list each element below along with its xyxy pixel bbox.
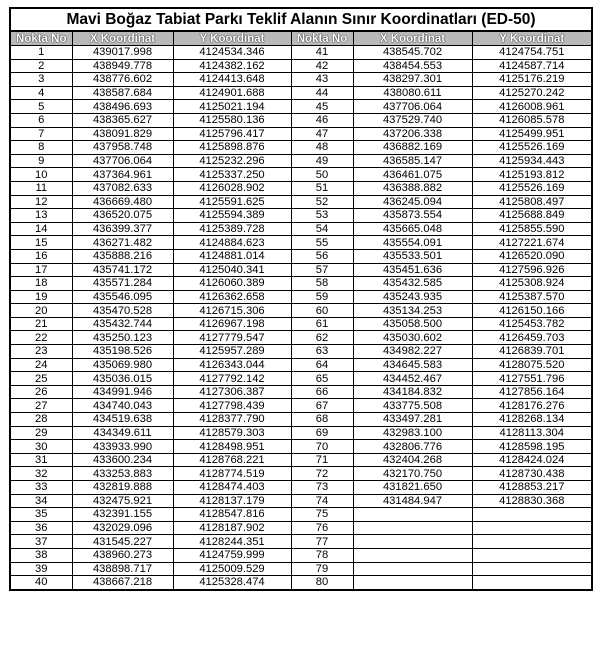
cell-y-koordinat: 4127551.796 <box>472 372 592 386</box>
cell-x-koordinat: 435741.172 <box>72 263 173 277</box>
cell-x-koordinat: 435546.095 <box>72 290 173 304</box>
cell-y-koordinat: 4125232.296 <box>173 154 291 168</box>
cell-y-koordinat: 4125453.782 <box>472 317 592 331</box>
cell-y-koordinat: 4128579.303 <box>173 426 291 440</box>
table-row <box>10 113 592 127</box>
cell-nokta-no: 31 <box>10 453 72 467</box>
cell-x-koordinat: 437706.064 <box>353 100 472 114</box>
cell-x-koordinat: 435554.091 <box>353 236 472 250</box>
cell-x-koordinat: 438776.602 <box>72 73 173 87</box>
table-row <box>10 562 592 576</box>
cell-y-koordinat: 4125040.341 <box>173 263 291 277</box>
cell-y-koordinat: 4128498.951 <box>173 440 291 454</box>
cell-nokta-no: 39 <box>10 562 72 576</box>
cell-x-koordinat: 438496.693 <box>72 100 173 114</box>
cell-y-koordinat: 4124413.648 <box>173 73 291 87</box>
cell-x-koordinat: 435134.253 <box>353 304 472 318</box>
cell-y-koordinat: 4126459.703 <box>472 331 592 345</box>
cell-nokta-no: 25 <box>10 372 72 386</box>
cell-x-koordinat: 435665.048 <box>353 222 472 236</box>
cell-nokta-no: 49 <box>291 154 353 168</box>
cell-y-koordinat: 4125855.590 <box>472 222 592 236</box>
cell-y-koordinat: 4125176.219 <box>472 73 592 87</box>
cell-y-koordinat <box>472 548 592 562</box>
cell-x-koordinat: 436461.075 <box>353 168 472 182</box>
cell-nokta-no: 3 <box>10 73 72 87</box>
table-row <box>10 372 592 386</box>
cell-nokta-no: 56 <box>291 249 353 263</box>
cell-x-koordinat: 438898.717 <box>72 562 173 576</box>
cell-x-koordinat: 435069.980 <box>72 358 173 372</box>
cell-y-koordinat: 4127221.674 <box>472 236 592 250</box>
cell-nokta-no: 54 <box>291 222 353 236</box>
cell-x-koordinat: 435243.935 <box>353 290 472 304</box>
cell-x-koordinat <box>353 508 472 522</box>
cell-x-koordinat: 435432.744 <box>72 317 173 331</box>
cell-nokta-no: 63 <box>291 345 353 359</box>
cell-nokta-no: 48 <box>291 141 353 155</box>
table-row <box>10 358 592 372</box>
cell-x-koordinat: 431821.650 <box>353 481 472 495</box>
header-x-koordinat-1: X Koordinat <box>72 31 173 46</box>
cell-x-koordinat: 437706.064 <box>72 154 173 168</box>
cell-x-koordinat: 435058.500 <box>353 317 472 331</box>
cell-nokta-no: 11 <box>10 181 72 195</box>
cell-y-koordinat: 4125009.529 <box>173 562 291 576</box>
table-row <box>10 209 592 223</box>
cell-x-koordinat: 431545.227 <box>72 535 173 549</box>
cell-y-koordinat: 4127798.439 <box>173 399 291 413</box>
cell-x-koordinat: 435470.528 <box>72 304 173 318</box>
cell-x-koordinat: 438454.553 <box>353 59 472 73</box>
cell-x-koordinat: 438080.611 <box>353 86 472 100</box>
cell-y-koordinat: 4126150.166 <box>472 304 592 318</box>
cell-x-koordinat: 433600.234 <box>72 453 173 467</box>
cell-x-koordinat: 435571.284 <box>72 277 173 291</box>
cell-x-koordinat: 435198.526 <box>72 345 173 359</box>
cell-y-koordinat: 4125591.625 <box>173 195 291 209</box>
cell-y-koordinat: 4126362.658 <box>173 290 291 304</box>
cell-x-koordinat: 436245.094 <box>353 195 472 209</box>
cell-y-koordinat <box>472 576 592 590</box>
cell-nokta-no: 10 <box>10 168 72 182</box>
cell-nokta-no: 51 <box>291 181 353 195</box>
cell-y-koordinat: 4125594.389 <box>173 209 291 223</box>
cell-y-koordinat: 4128547.816 <box>173 508 291 522</box>
table-row <box>10 263 592 277</box>
cell-y-koordinat: 4125580.136 <box>173 113 291 127</box>
cell-y-koordinat: 4126008.961 <box>472 100 592 114</box>
cell-nokta-no: 74 <box>291 494 353 508</box>
cell-nokta-no: 17 <box>10 263 72 277</box>
cell-x-koordinat: 438091.829 <box>72 127 173 141</box>
cell-x-koordinat: 438667.218 <box>72 576 173 590</box>
cell-y-koordinat: 4124587.714 <box>472 59 592 73</box>
table-row <box>10 467 592 481</box>
table-row <box>10 345 592 359</box>
table-row <box>10 440 592 454</box>
cell-y-koordinat: 4126028.902 <box>173 181 291 195</box>
header-y-koordinat-2: Y Koordinat <box>472 31 592 46</box>
table-row <box>10 304 592 318</box>
cell-x-koordinat: 432819.888 <box>72 481 173 495</box>
cell-x-koordinat <box>353 576 472 590</box>
cell-x-koordinat: 438297.301 <box>353 73 472 87</box>
table-row <box>10 317 592 331</box>
header-x-koordinat-2: X Koordinat <box>353 31 472 46</box>
cell-x-koordinat: 432029.096 <box>72 521 173 535</box>
cell-y-koordinat: 4128137.179 <box>173 494 291 508</box>
cell-y-koordinat: 4128853.217 <box>472 481 592 495</box>
cell-nokta-no: 57 <box>291 263 353 277</box>
table-row <box>10 59 592 73</box>
table-row <box>10 494 592 508</box>
cell-nokta-no: 58 <box>291 277 353 291</box>
cell-nokta-no: 46 <box>291 113 353 127</box>
cell-y-koordinat: 4127306.387 <box>173 385 291 399</box>
cell-nokta-no: 14 <box>10 222 72 236</box>
cell-nokta-no: 37 <box>10 535 72 549</box>
cell-nokta-no: 23 <box>10 345 72 359</box>
cell-y-koordinat: 4128730.438 <box>472 467 592 481</box>
table-row <box>10 508 592 522</box>
cell-x-koordinat: 434349.611 <box>72 426 173 440</box>
cell-x-koordinat: 436669.480 <box>72 195 173 209</box>
cell-nokta-no: 22 <box>10 331 72 345</box>
cell-x-koordinat: 434740.043 <box>72 399 173 413</box>
cell-x-koordinat: 437958.748 <box>72 141 173 155</box>
cell-x-koordinat: 438587.684 <box>72 86 173 100</box>
cell-y-koordinat: 4125328.474 <box>173 576 291 590</box>
cell-y-koordinat: 4125270.242 <box>472 86 592 100</box>
table-row <box>10 576 592 590</box>
cell-y-koordinat <box>472 508 592 522</box>
cell-y-koordinat: 4127596.926 <box>472 263 592 277</box>
cell-nokta-no: 32 <box>10 467 72 481</box>
cell-y-koordinat: 4125808.497 <box>472 195 592 209</box>
cell-nokta-no: 33 <box>10 481 72 495</box>
cell-y-koordinat: 4128598.195 <box>472 440 592 454</box>
cell-x-koordinat: 437082.633 <box>72 181 173 195</box>
cell-nokta-no: 13 <box>10 209 72 223</box>
cell-nokta-no: 53 <box>291 209 353 223</box>
cell-y-koordinat <box>472 535 592 549</box>
cell-y-koordinat: 4128113.304 <box>472 426 592 440</box>
cell-y-koordinat: 4125337.250 <box>173 168 291 182</box>
cell-x-koordinat: 434982.227 <box>353 345 472 359</box>
cell-x-koordinat: 434519.638 <box>72 413 173 427</box>
cell-nokta-no: 75 <box>291 508 353 522</box>
cell-nokta-no: 73 <box>291 481 353 495</box>
cell-x-koordinat: 433497.281 <box>353 413 472 427</box>
cell-nokta-no: 6 <box>10 113 72 127</box>
cell-nokta-no: 47 <box>291 127 353 141</box>
cell-y-koordinat: 4125526.169 <box>472 141 592 155</box>
table-row <box>10 249 592 263</box>
table-row <box>10 331 592 345</box>
cell-x-koordinat <box>353 562 472 576</box>
cell-nokta-no: 16 <box>10 249 72 263</box>
cell-x-koordinat: 435888.216 <box>72 249 173 263</box>
cell-y-koordinat: 4124881.014 <box>173 249 291 263</box>
cell-nokta-no: 44 <box>291 86 353 100</box>
cell-nokta-no: 42 <box>291 59 353 73</box>
cell-y-koordinat: 4125499.951 <box>472 127 592 141</box>
table-row <box>10 154 592 168</box>
cell-y-koordinat: 4125934.443 <box>472 154 592 168</box>
cell-nokta-no: 26 <box>10 385 72 399</box>
cell-nokta-no: 5 <box>10 100 72 114</box>
table-row <box>10 426 592 440</box>
cell-nokta-no: 67 <box>291 399 353 413</box>
cell-x-koordinat: 436520.075 <box>72 209 173 223</box>
cell-x-koordinat: 437529.740 <box>353 113 472 127</box>
cell-x-koordinat <box>353 548 472 562</box>
cell-nokta-no: 34 <box>10 494 72 508</box>
cell-x-koordinat: 438960.273 <box>72 548 173 562</box>
cell-x-koordinat <box>353 521 472 535</box>
cell-x-koordinat: 433933.990 <box>72 440 173 454</box>
cell-y-koordinat: 4128187.902 <box>173 521 291 535</box>
cell-nokta-no: 28 <box>10 413 72 427</box>
cell-nokta-no: 60 <box>291 304 353 318</box>
table-row <box>10 385 592 399</box>
cell-nokta-no: 64 <box>291 358 353 372</box>
cell-x-koordinat: 437206.338 <box>353 127 472 141</box>
cell-nokta-no: 40 <box>10 576 72 590</box>
table-title: Mavi Boğaz Tabiat Parkı Teklif Alanın Sınır Koordinatları (ED-50) <box>10 8 592 31</box>
table-row <box>10 399 592 413</box>
cell-x-koordinat: 436399.377 <box>72 222 173 236</box>
table-body <box>10 46 592 590</box>
cell-y-koordinat: 4126839.701 <box>472 345 592 359</box>
table-row <box>10 222 592 236</box>
cell-y-koordinat: 4127792.142 <box>173 372 291 386</box>
cell-y-koordinat: 4128377.790 <box>173 413 291 427</box>
cell-nokta-no: 41 <box>291 46 353 60</box>
cell-y-koordinat: 4125308.924 <box>472 277 592 291</box>
cell-nokta-no: 76 <box>291 521 353 535</box>
cell-x-koordinat: 435030.602 <box>353 331 472 345</box>
cell-nokta-no: 80 <box>291 576 353 590</box>
cell-nokta-no: 70 <box>291 440 353 454</box>
cell-x-koordinat: 436882.169 <box>353 141 472 155</box>
table-row <box>10 195 592 209</box>
cell-x-koordinat: 433775.508 <box>353 399 472 413</box>
table-row <box>10 413 592 427</box>
table-row <box>10 453 592 467</box>
cell-nokta-no: 29 <box>10 426 72 440</box>
cell-nokta-no: 43 <box>291 73 353 87</box>
cell-x-koordinat: 434452.467 <box>353 372 472 386</box>
header-nokta-no-2: Nokta No <box>291 31 353 46</box>
cell-y-koordinat: 4126085.578 <box>472 113 592 127</box>
cell-nokta-no: 12 <box>10 195 72 209</box>
cell-nokta-no: 59 <box>291 290 353 304</box>
cell-nokta-no: 50 <box>291 168 353 182</box>
cell-nokta-no: 24 <box>10 358 72 372</box>
table-row <box>10 100 592 114</box>
cell-y-koordinat: 4125957.289 <box>173 345 291 359</box>
cell-y-koordinat: 4125021.194 <box>173 100 291 114</box>
table-row <box>10 141 592 155</box>
cell-x-koordinat: 435873.554 <box>353 209 472 223</box>
cell-nokta-no: 7 <box>10 127 72 141</box>
cell-y-koordinat: 4125688.849 <box>472 209 592 223</box>
cell-nokta-no: 36 <box>10 521 72 535</box>
cell-x-koordinat: 436388.882 <box>353 181 472 195</box>
cell-y-koordinat: 4125193.812 <box>472 168 592 182</box>
cell-y-koordinat: 4128774.519 <box>173 467 291 481</box>
cell-nokta-no: 38 <box>10 548 72 562</box>
cell-y-koordinat: 4125387.570 <box>472 290 592 304</box>
cell-y-koordinat: 4124884.623 <box>173 236 291 250</box>
table-row <box>10 290 592 304</box>
table-row <box>10 481 592 495</box>
cell-x-koordinat: 438949.778 <box>72 59 173 73</box>
cell-nokta-no: 66 <box>291 385 353 399</box>
cell-y-koordinat: 4124759.999 <box>173 548 291 562</box>
table-row <box>10 73 592 87</box>
table-row <box>10 277 592 291</box>
cell-y-koordinat: 4128424.024 <box>472 453 592 467</box>
cell-y-koordinat: 4126967.198 <box>173 317 291 331</box>
cell-y-koordinat: 4128075.520 <box>472 358 592 372</box>
cell-y-koordinat: 4128176.276 <box>472 399 592 413</box>
cell-nokta-no: 79 <box>291 562 353 576</box>
cell-nokta-no: 72 <box>291 467 353 481</box>
cell-x-koordinat: 435451.636 <box>353 263 472 277</box>
cell-x-koordinat: 431484.947 <box>353 494 472 508</box>
cell-y-koordinat: 4125796.417 <box>173 127 291 141</box>
cell-y-koordinat: 4127856.164 <box>472 385 592 399</box>
header-row <box>10 31 592 46</box>
cell-x-koordinat: 435432.585 <box>353 277 472 291</box>
cell-y-koordinat: 4126715.306 <box>173 304 291 318</box>
table-row <box>10 181 592 195</box>
table-row <box>10 46 592 60</box>
cell-x-koordinat: 436585.147 <box>353 154 472 168</box>
cell-nokta-no: 71 <box>291 453 353 467</box>
cell-nokta-no: 45 <box>291 100 353 114</box>
cell-x-koordinat: 434184.832 <box>353 385 472 399</box>
cell-y-koordinat: 4128474.403 <box>173 481 291 495</box>
cell-y-koordinat: 4126060.389 <box>173 277 291 291</box>
cell-y-koordinat <box>472 562 592 576</box>
cell-nokta-no: 61 <box>291 317 353 331</box>
cell-y-koordinat: 4128830.368 <box>472 494 592 508</box>
cell-nokta-no: 15 <box>10 236 72 250</box>
cell-nokta-no: 68 <box>291 413 353 427</box>
cell-y-koordinat: 4124754.751 <box>472 46 592 60</box>
cell-y-koordinat: 4125389.728 <box>173 222 291 236</box>
cell-x-koordinat <box>353 535 472 549</box>
cell-nokta-no: 52 <box>291 195 353 209</box>
cell-nokta-no: 8 <box>10 141 72 155</box>
cell-x-koordinat: 435533.501 <box>353 249 472 263</box>
cell-x-koordinat: 434991.946 <box>72 385 173 399</box>
cell-nokta-no: 62 <box>291 331 353 345</box>
cell-nokta-no: 35 <box>10 508 72 522</box>
cell-y-koordinat: 4127779.547 <box>173 331 291 345</box>
cell-nokta-no: 18 <box>10 277 72 291</box>
cell-y-koordinat: 4128244.351 <box>173 535 291 549</box>
cell-nokta-no: 77 <box>291 535 353 549</box>
cell-y-koordinat: 4124901.688 <box>173 86 291 100</box>
cell-nokta-no: 1 <box>10 46 72 60</box>
table-row <box>10 521 592 535</box>
cell-y-koordinat: 4128768.221 <box>173 453 291 467</box>
cell-x-koordinat: 432983.100 <box>353 426 472 440</box>
header-nokta-no-1: Nokta No <box>10 31 72 46</box>
cell-nokta-no: 55 <box>291 236 353 250</box>
cell-y-koordinat <box>472 521 592 535</box>
cell-x-koordinat: 433253.883 <box>72 467 173 481</box>
cell-x-koordinat: 438545.702 <box>353 46 472 60</box>
table-row <box>10 535 592 549</box>
cell-x-koordinat: 432806.776 <box>353 440 472 454</box>
cell-nokta-no: 9 <box>10 154 72 168</box>
cell-y-koordinat: 4128268.134 <box>472 413 592 427</box>
cell-y-koordinat: 4126343.044 <box>173 358 291 372</box>
table-row <box>10 168 592 182</box>
cell-x-koordinat: 432170.750 <box>353 467 472 481</box>
cell-nokta-no: 21 <box>10 317 72 331</box>
cell-y-koordinat: 4124382.162 <box>173 59 291 73</box>
cell-nokta-no: 65 <box>291 372 353 386</box>
cell-y-koordinat: 4124534.346 <box>173 46 291 60</box>
table-row <box>10 548 592 562</box>
cell-nokta-no: 27 <box>10 399 72 413</box>
cell-nokta-no: 20 <box>10 304 72 318</box>
table-row <box>10 86 592 100</box>
cell-nokta-no: 69 <box>291 426 353 440</box>
coordinates-table <box>9 7 593 591</box>
cell-x-koordinat: 434645.583 <box>353 358 472 372</box>
cell-x-koordinat: 432391.155 <box>72 508 173 522</box>
cell-x-koordinat: 436271.482 <box>72 236 173 250</box>
cell-y-koordinat: 4126520.090 <box>472 249 592 263</box>
cell-x-koordinat: 438365.627 <box>72 113 173 127</box>
table-row <box>10 127 592 141</box>
header-y-koordinat-1: Y Koordinat <box>173 31 291 46</box>
cell-x-koordinat: 437364.961 <box>72 168 173 182</box>
cell-y-koordinat: 4125526.169 <box>472 181 592 195</box>
cell-nokta-no: 30 <box>10 440 72 454</box>
cell-y-koordinat: 4125898.876 <box>173 141 291 155</box>
cell-x-koordinat: 432475.921 <box>72 494 173 508</box>
cell-x-koordinat: 435250.123 <box>72 331 173 345</box>
cell-nokta-no: 78 <box>291 548 353 562</box>
cell-x-koordinat: 435036.015 <box>72 372 173 386</box>
cell-nokta-no: 4 <box>10 86 72 100</box>
cell-nokta-no: 19 <box>10 290 72 304</box>
cell-x-koordinat: 432404.268 <box>353 453 472 467</box>
table-row <box>10 236 592 250</box>
cell-nokta-no: 2 <box>10 59 72 73</box>
cell-x-koordinat: 439017.998 <box>72 46 173 60</box>
